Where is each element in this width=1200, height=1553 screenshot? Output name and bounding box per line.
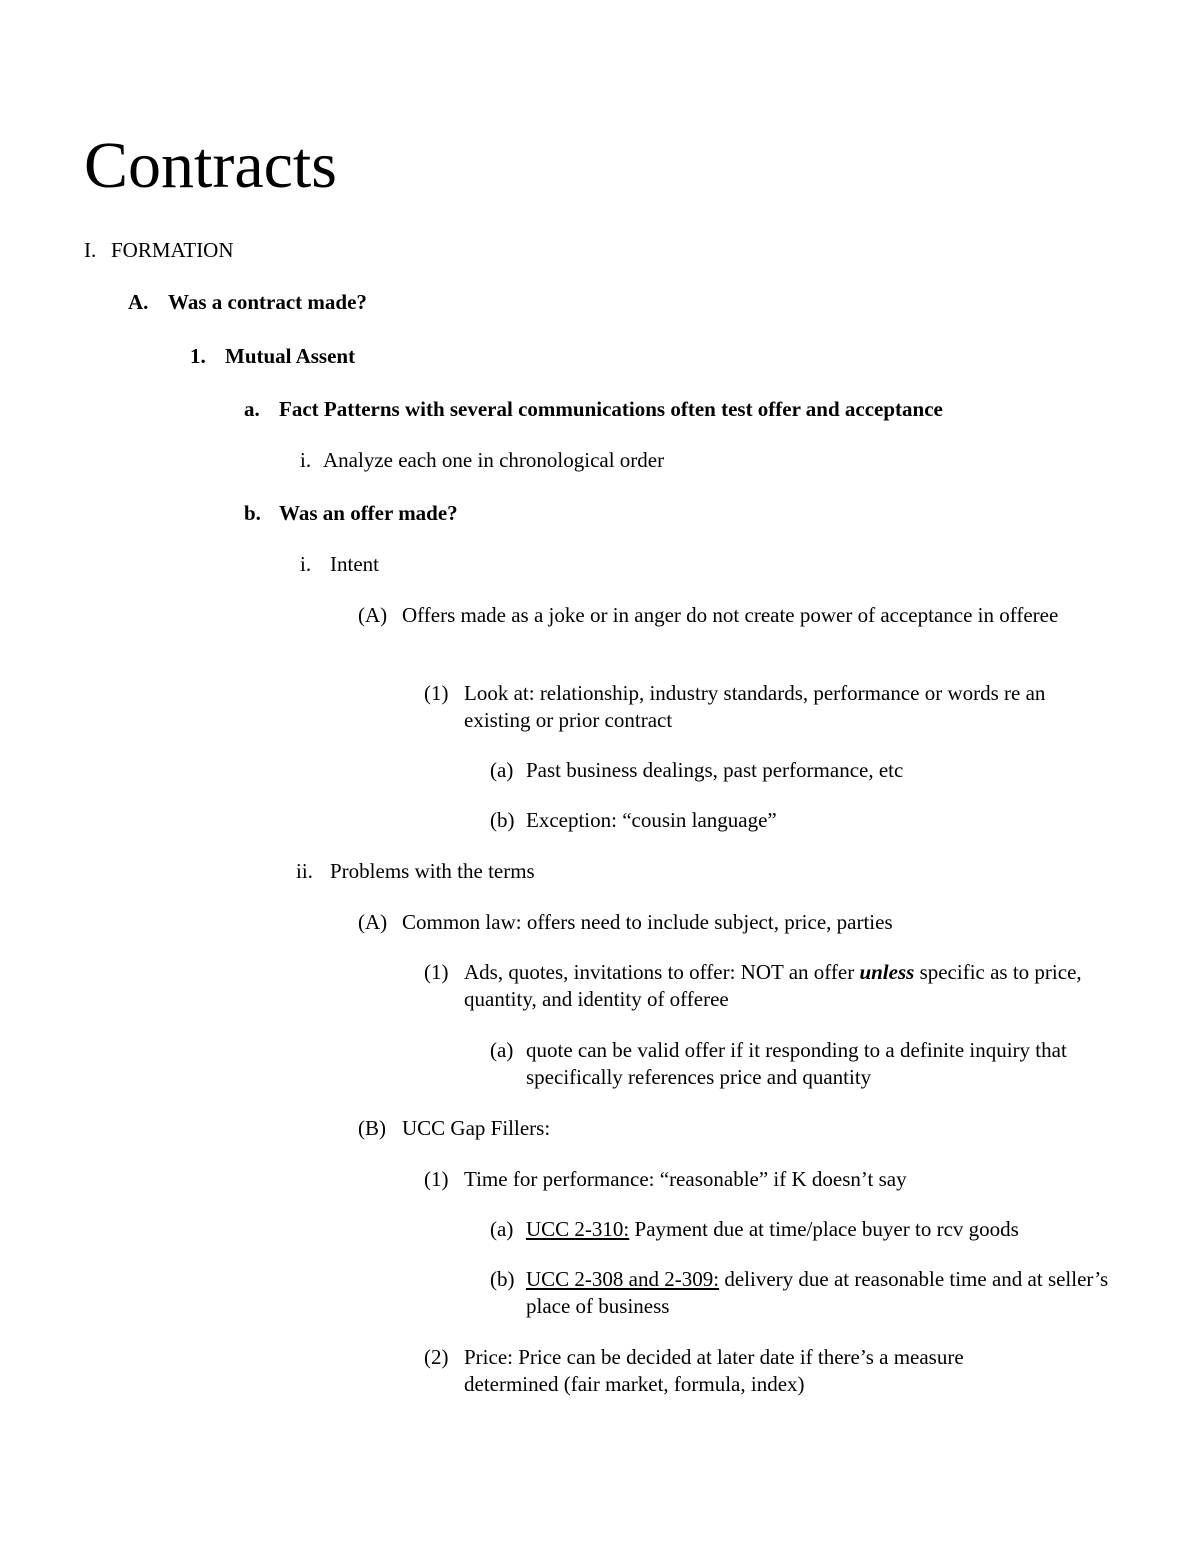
outline-label: 1. <box>190 344 206 368</box>
ucc-2310-text: Payment due at time/place buyer to rcv goods <box>629 1217 1019 1241</box>
outline-text: quote can be valid offer if it responding to a definite inquiry that specifically references price and quantity <box>526 1038 1067 1089</box>
outline-item-time-performance <box>424 1166 1124 1194</box>
outline-label: (A) <box>358 603 388 627</box>
outline-label: (B) <box>358 1116 386 1140</box>
outline-item-offer-made <box>244 500 1144 528</box>
outline-item-ucc-gap <box>358 1115 1098 1143</box>
outline-text: Price: Price can be decided at later date if there’s a measure determined (fair market, formula, index) <box>464 1345 964 1396</box>
outline-item-price <box>424 1344 1124 1400</box>
outline-text: Was an offer made? <box>279 501 458 525</box>
outline-item-joke <box>358 602 1098 658</box>
outline-item-contract-made <box>128 289 1128 317</box>
outline-label: (1) <box>424 1167 449 1191</box>
document-title: Contracts <box>84 129 337 202</box>
outline-item-quote <box>490 1037 1120 1093</box>
outline-label: (1) <box>424 681 449 705</box>
outline-text: Fact Patterns with several communications often test offer and acceptance <box>279 397 943 421</box>
outline-text: Time for performance: “reasonable” if K doesn’t say <box>464 1167 907 1191</box>
outline-text: Past business dealings, past performance, etc <box>526 758 904 782</box>
outline-label: (2) <box>424 1345 449 1369</box>
outline-text: Mutual Assent <box>225 344 356 368</box>
outline-item-ucc-2308 <box>490 1266 1130 1322</box>
outline-label: (a) <box>490 1038 514 1062</box>
outline-item-intent <box>298 551 1098 579</box>
outline-label: I. <box>84 238 97 262</box>
outline-label: A. <box>128 290 149 314</box>
ads-text-after: specific as to price, quantity, and identity of offeree <box>464 960 1082 1011</box>
outline-label: (A) <box>358 910 388 934</box>
outline-text <box>464 959 1114 1013</box>
outline-item-mutual-assent <box>190 343 1130 371</box>
outline-label: i. <box>300 552 312 576</box>
outline-label: (a) <box>490 758 514 782</box>
outline-label: ii. <box>296 859 313 883</box>
outline-text <box>526 1216 1126 1243</box>
ucc-2310-citation: UCC 2-310: <box>526 1217 630 1241</box>
outline-text: FORMATION <box>111 238 234 262</box>
outline-item-exception <box>490 807 1110 835</box>
outline-text: Look at: relationship, industry standards, performance or words re an existing or prior contract <box>464 681 1046 732</box>
outline-label: (1) <box>424 960 449 984</box>
outline-text: Common law: offers need to include subject, price, parties <box>402 910 893 934</box>
outline-item-ads <box>424 959 1124 1015</box>
outline-label: b. <box>244 501 261 525</box>
outline-item-formation <box>84 237 1134 265</box>
ucc-2308-citation: UCC 2-308 and 2-309: <box>526 1267 720 1291</box>
outline-label: (b) <box>490 808 515 832</box>
ads-text-before: Ads, quotes, invitations to offer: NOT an offer <box>464 960 860 984</box>
outline-text: Was a contract made? <box>168 290 367 314</box>
outline-label: (a) <box>490 1217 514 1241</box>
ucc-2308-text: delivery due at reasonable time and at seller’s place of business <box>526 1267 1109 1318</box>
outline-label: (b) <box>490 1267 515 1291</box>
outline-text: Analyze each one in chronological order <box>323 448 665 472</box>
ads-emphasis: unless <box>859 960 915 984</box>
outline-item-analyze <box>298 447 1098 475</box>
outline-text <box>526 1266 1126 1320</box>
outline-item-past-business <box>490 757 1110 785</box>
outline-item-fact-patterns <box>244 396 1144 424</box>
outline-item-problems <box>296 858 1096 886</box>
outline-item-ucc-2310 <box>490 1216 1130 1244</box>
outline-text: Intent <box>330 552 379 576</box>
outline-text: Exception: “cousin language” <box>526 808 777 832</box>
outline-label: a. <box>244 397 260 421</box>
outline-text: UCC Gap Fillers: <box>402 1116 551 1140</box>
outline-item-look-at <box>424 680 1114 736</box>
outline-item-common-law <box>358 909 1098 937</box>
outline-text: Problems with the terms <box>330 859 535 883</box>
outline-text: Offers made as a joke or in anger do not create power of acceptance in offeree <box>402 603 1059 627</box>
outline-label: i. <box>300 448 312 472</box>
